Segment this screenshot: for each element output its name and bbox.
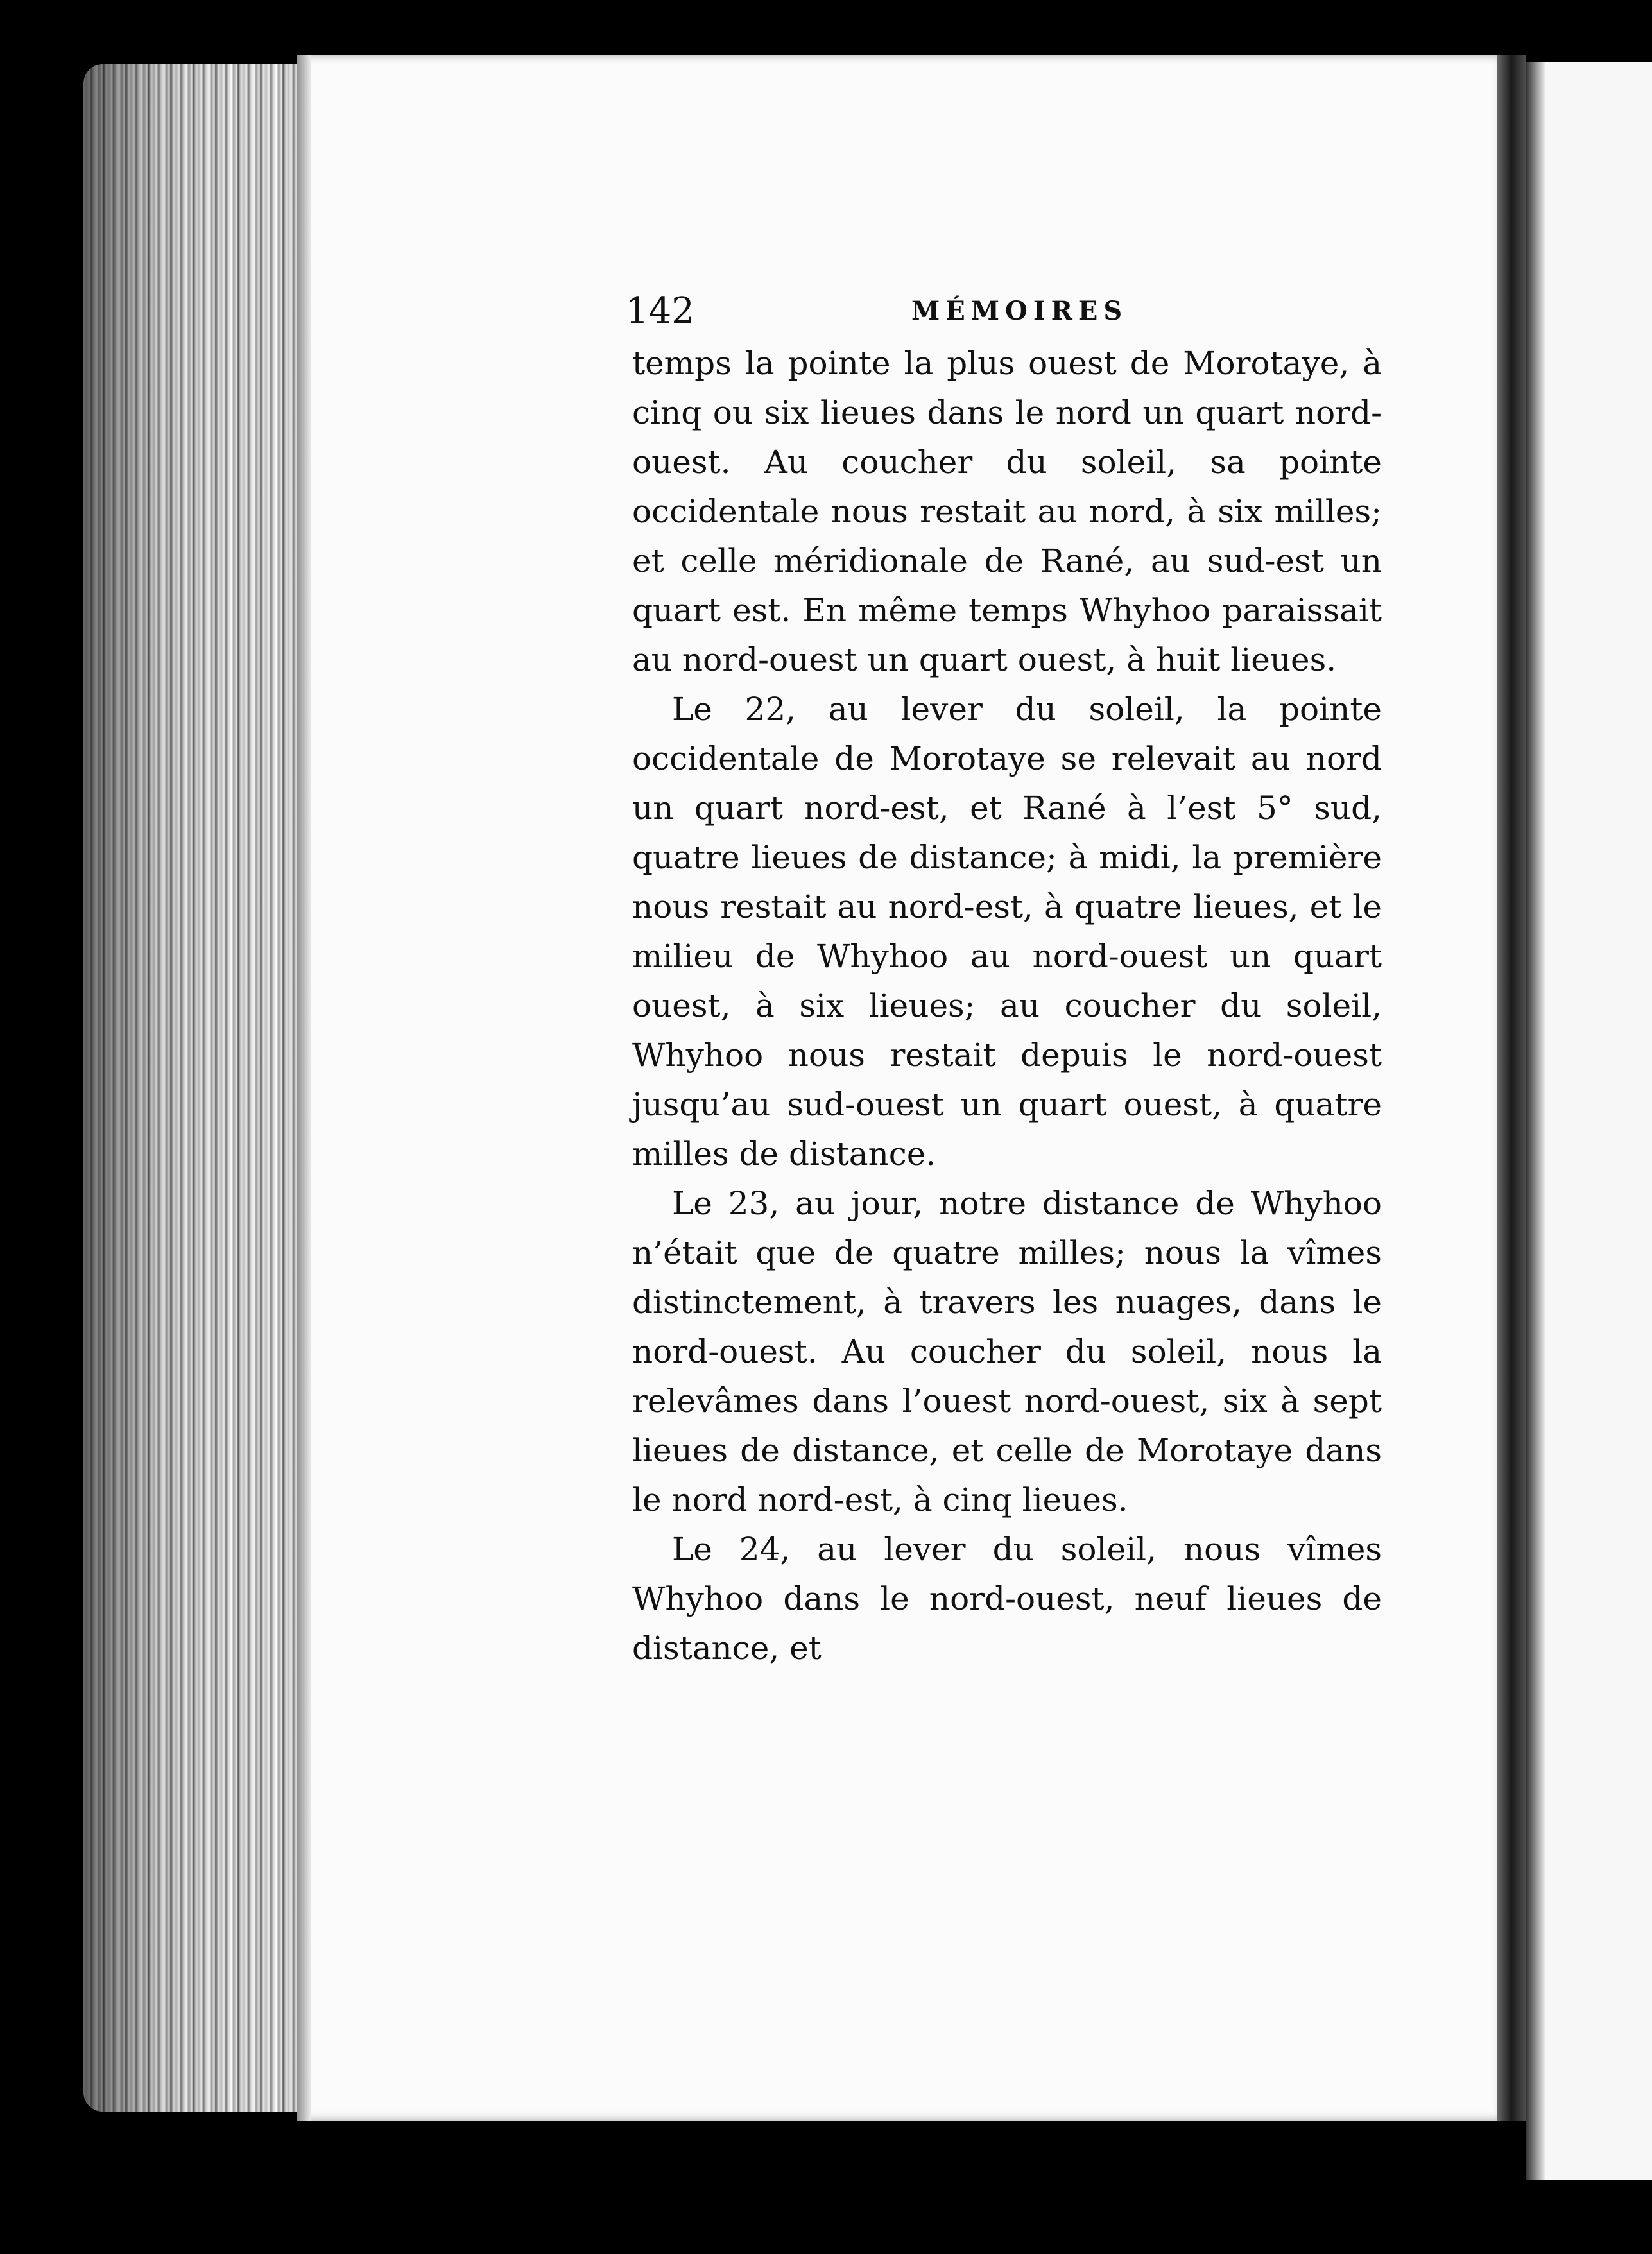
body-text [632, 339, 1382, 1673]
page-header [626, 289, 1383, 334]
paragraph-24: Le 24, au lever du soleil, nous vîmes Whyhoo dans le nord-ouest, neuf lieues de distance, et [632, 1531, 1382, 1667]
paragraph-23: Le 23, au jour, notre distance de Whyhoo n’était que de quatre milles; nous la vîmes distinctement, à travers les nuages, dans le nord-ouest. Au coucher du soleil, nous la relevâmes dans l’ouest nord-ouest, six à sept lieues de distance, et celle de Morotaye dans le nord nord-est, à cinq lieues. [632, 1185, 1382, 1518]
paragraph-continuation: temps la pointe la plus ouest de Morotaye, à cinq ou six lieues dans le nord un quart nord-ouest. Au coucher du soleil, sa pointe occidentale nous restait au nord, à six milles; et celle méridionale de Rané, au sud-est un quart est. En même temps Whyhoo paraissait au nord-ouest un quart ouest, à huit lieues. [632, 345, 1382, 678]
paragraph-22: Le 22, au lever du soleil, la pointe occidentale de Morotaye se relevait au nord un quart nord-est, et Rané à l’est 5° sud, quatre lieues de distance; à midi, la première nous restait au nord-est, à quatre lieues, et le milieu de Whyhoo au nord-ouest un quart ouest, à six lieues; au coucher du soleil, Whyhoo nous restait depuis le nord-ouest jusqu’au sud-ouest un quart ouest, à quatre milles de distance. [632, 691, 1382, 1173]
page-number: 142 [626, 290, 694, 332]
book-gutter [1497, 55, 1526, 2121]
facing-page-edge [1526, 62, 1545, 2180]
running-head: MÉMOIRES [911, 296, 1128, 326]
page-edge-shadow [83, 64, 302, 2112]
page-fold [297, 55, 311, 2121]
